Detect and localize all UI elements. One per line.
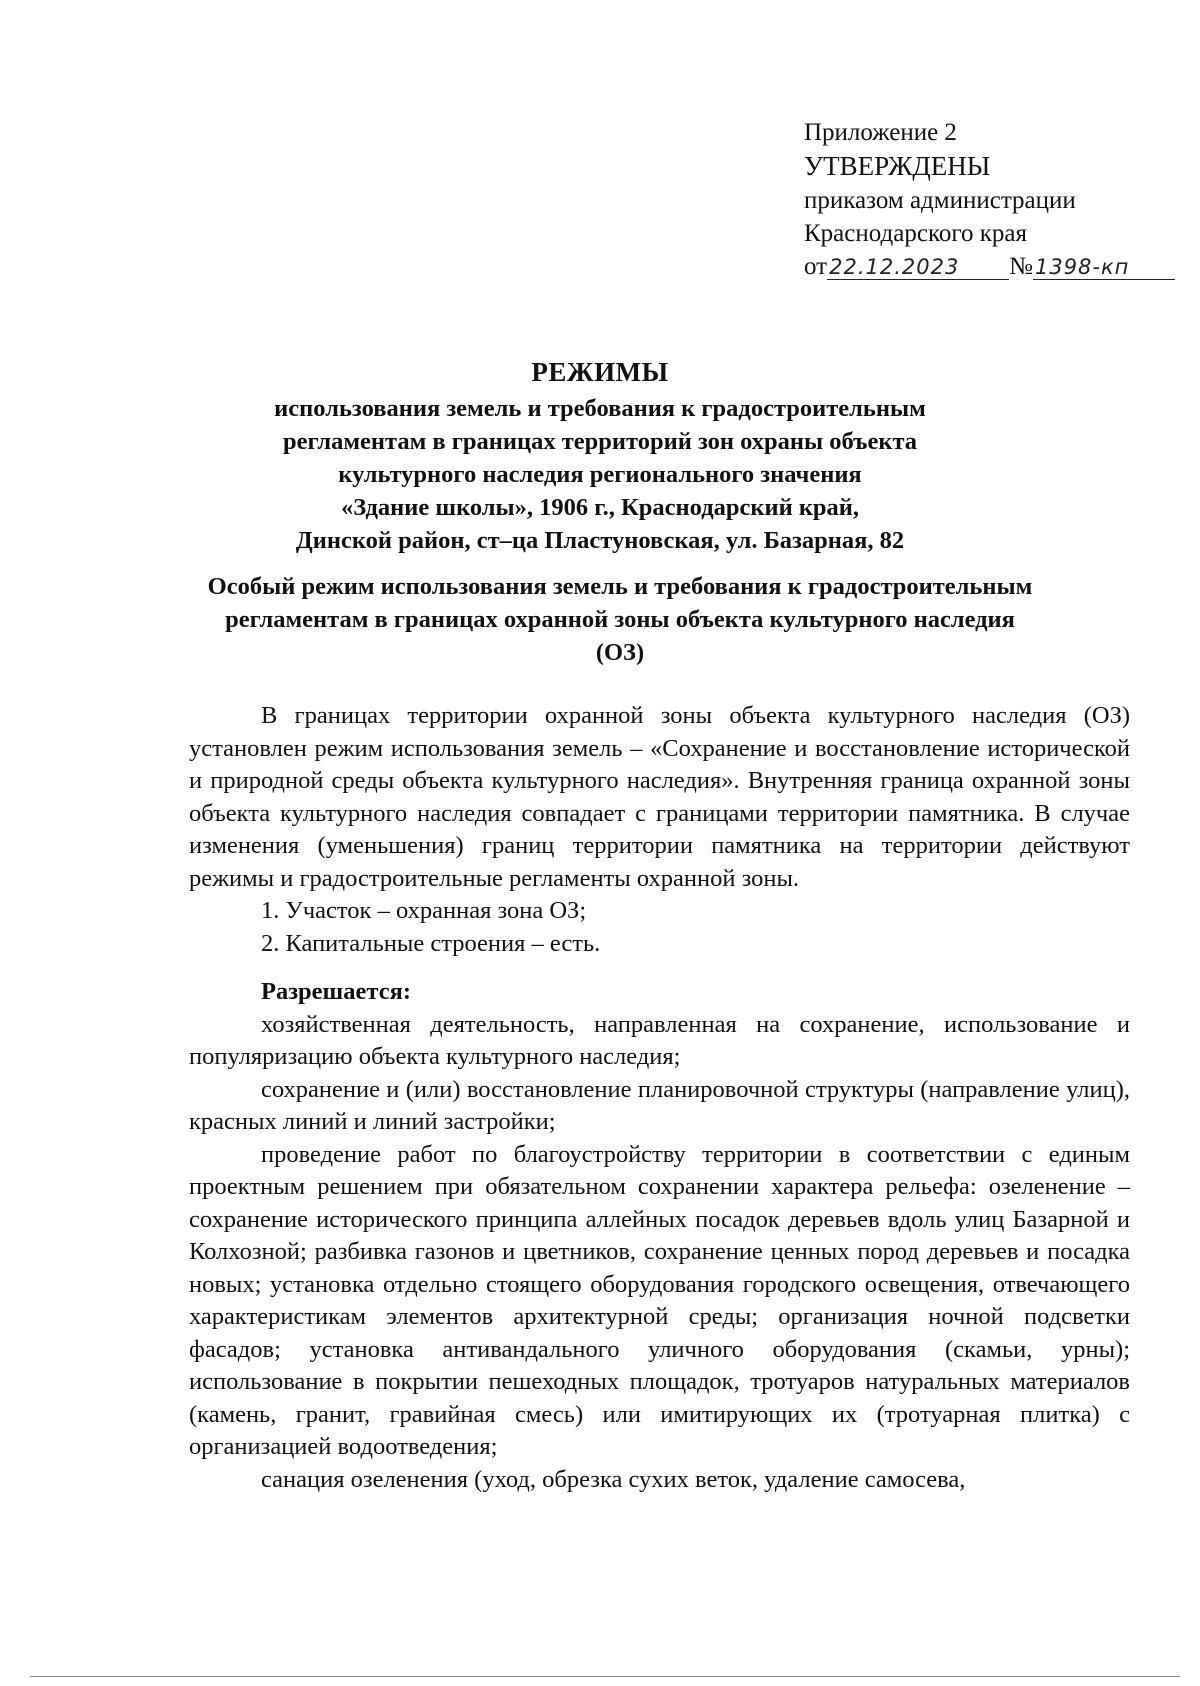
title-line: «Здание школы», 1906 г., Краснодарский край, — [340, 494, 860, 521]
title-line: регламентам в границах территорий зон охраны объекта — [282, 428, 918, 455]
approval-line-2: Краснодарского края — [804, 220, 1027, 247]
section-heading-line: (ОЗ) — [595, 639, 645, 666]
section-heading-line: Особый режим использования земель и требования к градостроительным — [207, 573, 1033, 600]
title-line: Динской район, ст–ца Пластуновская, ул. Базарная, 82 — [295, 527, 905, 554]
approval-block — [804, 116, 1184, 283]
date-prefix: от — [804, 253, 828, 280]
approval-date-number-line — [804, 250, 1184, 283]
approved-heading: УТВЕРЖДЕНЫ — [804, 151, 991, 181]
list-item: 1. Участок – охранная зона ОЗ; — [261, 897, 587, 924]
page-bottom-rule — [30, 1676, 1180, 1677]
title-main: РЕЖИМЫ — [531, 357, 669, 387]
title-line: культурного наследия регионального значения — [338, 461, 862, 488]
handwritten-number: 1398-кп — [1033, 255, 1175, 280]
intro-paragraph: В границах территории охранной зоны объекта культурного наследия (ОЗ) установлен режим использования земель – «Сохранение и восстановление исторической и природной среды объекта культурного наследия». Внутренняя граница охранной зоны объекта культурного наследия совпадает с границами территории памятника. В случае изменения (уменьшения) границ территории памятника на территории действуют режимы и градостроительные регламенты охранной зоны. — [189, 702, 1130, 892]
document-title — [190, 354, 1010, 557]
number-prefix: № — [1009, 253, 1033, 280]
approval-line-1: приказом администрации — [804, 187, 1076, 214]
allowed-item: санация озеленения (уход, обрезка сухих веток, удаление самосева, — [261, 1465, 966, 1493]
section-heading-line: регламентам в границах охранной зоны объекта культурного наследия — [225, 606, 1015, 633]
appendix-label: Приложение 2 — [804, 119, 957, 146]
allowed-item: сохранение и (или) восстановление планировочной структуры (направление улиц), красных линий и линий застройки; — [189, 1075, 1130, 1135]
handwritten-date: 22.12.2023 — [827, 255, 1009, 280]
list-item: 2. Капитальные строения – есть. — [261, 929, 601, 957]
allowed-heading: Разрешается: — [261, 978, 411, 1005]
section-heading — [130, 570, 1110, 669]
document-body — [189, 700, 1130, 1496]
allowed-item: хозяйственная деятельность, направленная на сохранение, использование и популяризацию объекта культурного наследия; — [189, 1010, 1130, 1070]
allowed-item: проведение работ по благоустройству территории в соответствии с единым проектным решением при обязательном сохранении характера рельефа: озеленение – сохранение исторического принципа аллейных посадок деревьев вдоль улиц Базарной и Колхозной; разбивка газонов и цветников, сохранение ценных пород деревьев и посадка новых; установка отдельно стоящего оборудования городского освещения, отвечающего характеристикам элементов архитектурной среды; организация ночной подсветки фасадов; установка антивандального уличного оборудования (скамьи, урны); использование в покрытии пешеходных площадок, тротуаров натуральных материалов (камень, гранит, гравийная смесь) или имитирующих их (тротуарная плитка) с организацией водоотведения; — [189, 1140, 1130, 1460]
title-line: использования земель и требования к градостроительным — [274, 395, 926, 422]
